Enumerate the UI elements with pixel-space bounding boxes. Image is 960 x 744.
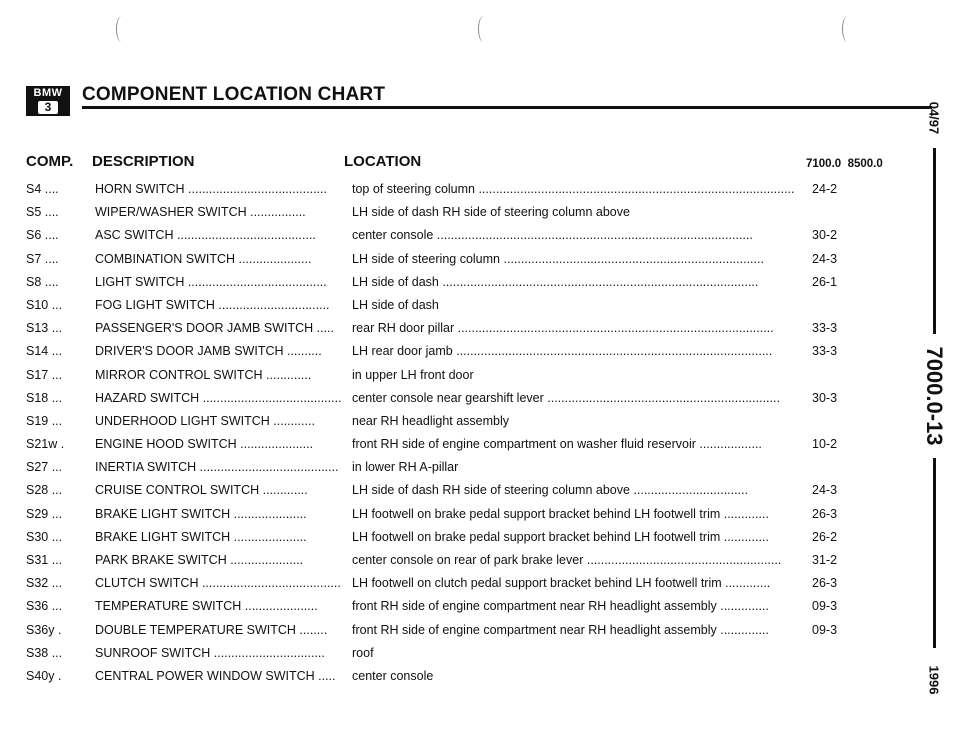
row-group: 33-3 <box>812 321 838 336</box>
table-row <box>26 481 886 504</box>
row-comp: S7 .... <box>26 251 59 266</box>
row-description: HAZARD SWITCH ........................................ <box>95 390 342 405</box>
row-group: 26-3 <box>812 506 838 521</box>
row-comp: S18 ... <box>26 390 63 405</box>
row-location: in lower RH A-pillar <box>352 460 459 475</box>
margin-rule <box>933 148 936 334</box>
binder-hole-center <box>478 16 489 42</box>
row-description: ASC SWITCH ........................................ <box>95 228 316 243</box>
row-location: LH rear door jamb ........................................................................................... <box>352 344 773 359</box>
row-comp: S5 .... <box>26 205 59 220</box>
row-location: front RH side of engine compartment near RH headlight assembly .............. <box>352 622 769 637</box>
row-comp: S8 .... <box>26 274 59 289</box>
table-row <box>26 273 886 296</box>
row-comp: S30 ... <box>26 529 63 544</box>
row-group: 26-3 <box>812 576 838 591</box>
row-comp: S21w . <box>26 437 65 452</box>
row-comp: S36y . <box>26 622 62 637</box>
row-location: LH side of steering column ........................................................................... <box>352 251 764 266</box>
row-comp: S17 ... <box>26 367 63 382</box>
row-group: 33-3 <box>812 344 838 359</box>
table-row <box>26 435 886 458</box>
row-comp: S27 ... <box>26 460 63 475</box>
model-year: 1996 <box>926 665 942 695</box>
row-location: center console <box>352 668 434 683</box>
row-description: COMBINATION SWITCH ..................... <box>95 251 312 266</box>
row-location: near RH headlight assembly <box>352 413 510 428</box>
row-description: ENGINE HOOD SWITCH ..................... <box>95 437 314 452</box>
col-header-comp: COMP. <box>26 153 74 170</box>
row-location: top of steering column ........................................................................................... <box>352 182 795 196</box>
col-header-groups <box>806 158 883 170</box>
group-header-b: 8500.0 <box>847 158 883 170</box>
row-comp: S19 ... <box>26 413 63 428</box>
row-location: front RH side of engine compartment on washer fluid reservoir .................. <box>352 437 762 452</box>
row-description: DRIVER'S DOOR JAMB SWITCH .......... <box>95 344 322 359</box>
row-comp: S14 ... <box>26 344 63 359</box>
row-group: 31-2 <box>812 553 838 567</box>
row-group: 10-2 <box>812 437 838 452</box>
row-description: DOUBLE TEMPERATURE SWITCH ........ <box>95 622 328 637</box>
binder-hole-left <box>116 16 127 42</box>
row-group: 24-3 <box>812 483 838 498</box>
row-comp: S32 ... <box>26 576 63 591</box>
col-header-location: LOCATION <box>344 153 422 170</box>
row-comp: S13 ... <box>26 321 63 336</box>
table-row <box>26 667 886 690</box>
row-location: LH side of dash RH side of steering column above <box>352 205 630 220</box>
row-description: CRUISE CONTROL SWITCH ............. <box>95 483 308 498</box>
table-row <box>26 574 886 597</box>
row-description: UNDERHOOD LIGHT SWITCH ............ <box>95 413 315 428</box>
page-margin <box>914 80 954 700</box>
margin-rule <box>933 458 936 648</box>
row-location: roof <box>352 645 374 660</box>
table-row <box>26 342 886 365</box>
logo-brand: BMW <box>26 86 70 100</box>
row-comp: S40y . <box>26 668 62 683</box>
row-group: 26-2 <box>812 529 838 544</box>
row-group: 24-2 <box>812 182 838 196</box>
binder-hole-right <box>842 16 853 42</box>
row-location: LH footwell on clutch pedal support bracket behind LH footwell trim ............. <box>352 576 771 591</box>
row-comp: S38 ... <box>26 645 63 660</box>
table-row <box>26 203 886 226</box>
revision-date: 04/97 <box>926 101 942 135</box>
table-row <box>26 180 886 203</box>
row-description: TEMPERATURE SWITCH ..................... <box>95 599 318 614</box>
row-location: LH side of dash RH side of steering column above ................................. <box>352 483 749 498</box>
row-description: SUNROOF SWITCH ................................ <box>95 645 325 660</box>
table-row <box>26 621 886 644</box>
row-description: CLUTCH SWITCH ........................................ <box>95 576 341 591</box>
row-location: LH side of dash <box>352 297 439 312</box>
table-row <box>26 366 886 389</box>
row-description: LIGHT SWITCH ........................................ <box>95 274 327 289</box>
title-rule <box>82 106 932 109</box>
row-location: front RH side of engine compartment near RH headlight assembly .............. <box>352 599 769 614</box>
col-header-description: DESCRIPTION <box>92 153 195 170</box>
row-location: center console on rear of park brake lever ........................................................ <box>352 553 782 567</box>
row-location: LH side of dash ........................................................................................... <box>352 274 759 289</box>
row-description: PARK BRAKE SWITCH ..................... <box>95 553 304 567</box>
table-row <box>26 296 886 319</box>
table-row <box>26 597 886 620</box>
row-group: 09-3 <box>812 622 838 637</box>
table-row <box>26 389 886 412</box>
page-number: 7000.0-13 <box>922 346 947 446</box>
row-location: center console near gearshift lever ................................................................... <box>352 390 780 405</box>
logo-series: 3 <box>38 101 58 114</box>
row-group: 24-3 <box>812 251 838 266</box>
table-row <box>26 412 886 435</box>
table-row <box>26 458 886 481</box>
row-comp: S28 ... <box>26 483 63 498</box>
row-description: CENTRAL POWER WINDOW SWITCH ..... <box>95 668 336 683</box>
row-location: in upper LH front door <box>352 367 474 382</box>
page-header <box>26 86 906 116</box>
row-location: LH footwell on brake pedal support bracket behind LH footwell trim ............. <box>352 506 769 521</box>
row-description: INERTIA SWITCH ........................................ <box>95 460 339 475</box>
row-description: HORN SWITCH ........................................ <box>95 182 327 196</box>
component-table <box>26 180 886 690</box>
table-row <box>26 551 886 574</box>
row-location: center console ........................................................................................... <box>352 228 753 243</box>
table-row <box>26 505 886 528</box>
row-comp: S6 .... <box>26 228 59 243</box>
table-row <box>26 226 886 249</box>
table-row <box>26 644 886 667</box>
row-comp: S4 .... <box>26 182 59 196</box>
bmw-3-logo <box>26 86 70 116</box>
row-group: 09-3 <box>812 599 838 614</box>
row-comp: S29 ... <box>26 506 63 521</box>
row-location: rear RH door pillar ........................................................................................... <box>352 321 774 336</box>
row-comp: S36 ... <box>26 599 63 614</box>
table-row <box>26 528 886 551</box>
row-comp: S10 ... <box>26 297 63 312</box>
row-description: FOG LIGHT SWITCH ................................ <box>95 297 330 312</box>
row-group: 30-3 <box>812 390 838 405</box>
table-row <box>26 319 886 342</box>
row-group: 30-2 <box>812 228 838 243</box>
row-description: PASSENGER'S DOOR JAMB SWITCH ..... <box>95 321 334 336</box>
page-title: COMPONENT LOCATION CHART <box>82 84 386 105</box>
row-description: BRAKE LIGHT SWITCH ..................... <box>95 506 307 521</box>
row-description: WIPER/WASHER SWITCH ................ <box>95 205 306 220</box>
row-description: MIRROR CONTROL SWITCH ............. <box>95 367 312 382</box>
table-row <box>26 250 886 273</box>
row-description: BRAKE LIGHT SWITCH ..................... <box>95 529 307 544</box>
row-comp: S31 ... <box>26 553 63 567</box>
row-location: LH footwell on brake pedal support bracket behind LH footwell trim ............. <box>352 529 769 544</box>
row-group: 26-1 <box>812 274 838 289</box>
group-header-a: 7100.0 <box>806 158 842 170</box>
